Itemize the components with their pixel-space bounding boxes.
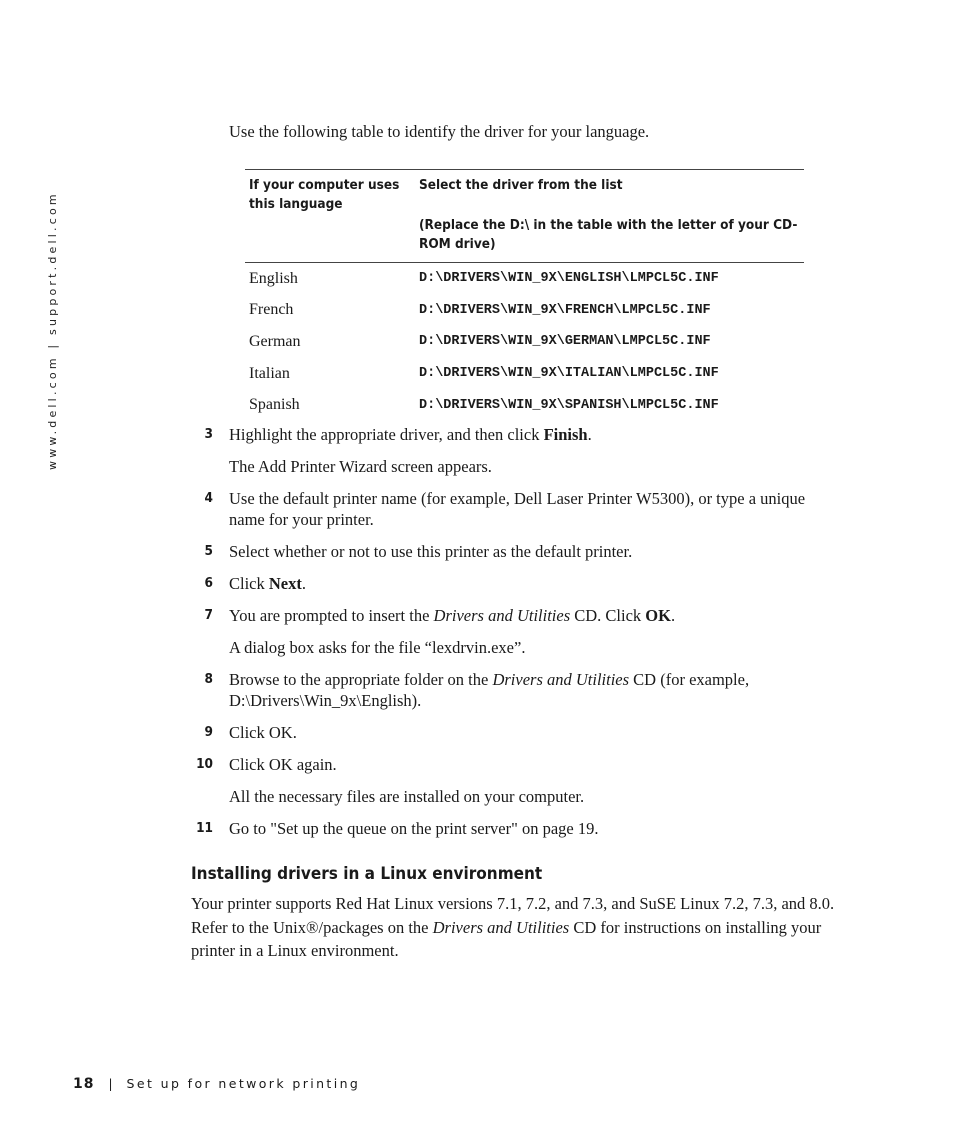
- table-row: [245, 295, 804, 327]
- header-language: If your computer uses this language: [245, 170, 415, 263]
- step-text: Click OK.: [229, 723, 297, 742]
- step-7: [191, 605, 831, 626]
- table-header-row: [245, 170, 804, 263]
- row-driver-path: D:\DRIVERS\WIN_9X\ENGLISH\LMPCL5C.INF: [419, 271, 719, 287]
- step-text: Click Next.: [229, 574, 306, 593]
- row-driver-path: D:\DRIVERS\WIN_9X\GERMAN\LMPCL5C.INF: [419, 334, 711, 350]
- next-label: Next: [268, 574, 302, 593]
- step-3: [191, 424, 831, 445]
- cd-name: Drivers and Utilities: [433, 606, 571, 625]
- step-number: 5: [204, 543, 213, 559]
- section-body: Your printer supports Red Hat Linux versions 7.1, 7.2, and 7.3, and SuSE Linux 7.2, 7.3, and 8.0. Refer to the Unix®/packages on the Drivers and Utilities CD for instructions on installing your printer in a Linux environment.: [191, 894, 835, 960]
- page-footer: [73, 1076, 360, 1092]
- intro-text: Use the following table to identify the driver for your language.: [229, 122, 650, 141]
- table-row: [245, 263, 804, 295]
- finish-label: Finish: [543, 425, 588, 444]
- step-text: Use the default printer name (for example, Dell Laser Printer W5300), or type a unique name for your printer.: [229, 489, 806, 529]
- step-number: 3: [204, 426, 213, 442]
- row-language: English: [249, 269, 298, 287]
- page-number: 18: [73, 1076, 95, 1092]
- step-number: 4: [204, 490, 213, 506]
- row-language: Spanish: [249, 396, 300, 414]
- step-text: Select whether or not to use this printer as the default printer.: [229, 542, 633, 561]
- step-text: Click OK again.: [229, 755, 337, 774]
- step-number: 10: [196, 756, 213, 772]
- step-number: 11: [196, 820, 213, 836]
- step-text: You are prompted to insert the Drivers and Utilities CD. Click OK.: [229, 606, 676, 625]
- cd-name: Drivers and Utilities: [492, 670, 630, 689]
- step-5: [191, 541, 831, 562]
- step-7-result: A dialog box asks for the file “lexdrvin.exe”.: [229, 638, 526, 657]
- step-number: 8: [204, 671, 213, 687]
- step-text: Browse to the appropriate folder on the Drivers and Utilities CD (for example, D:\Drivers\Win_9x\English).: [229, 670, 750, 710]
- step-text: Go to "Set up the queue on the print server" on page 19.: [229, 819, 599, 838]
- table-row: [245, 358, 804, 390]
- table-row: [245, 389, 804, 421]
- row-language: French: [249, 301, 294, 319]
- table-row: [245, 326, 804, 358]
- section-heading: Installing drivers in a Linux environment: [191, 864, 543, 884]
- header-driver: [415, 170, 804, 263]
- step-list: [191, 424, 831, 850]
- driver-table: [245, 169, 804, 421]
- step-10: [191, 754, 831, 775]
- row-driver-path: D:\DRIVERS\WIN_9X\FRENCH\LMPCL5C.INF: [419, 302, 711, 318]
- step-number: 9: [204, 724, 213, 740]
- step-6: [191, 573, 831, 594]
- step-8: [191, 669, 831, 711]
- step-number: 7: [204, 607, 213, 623]
- header-driver-note: (Replace the D:\ in the table with the letter of your CD-ROM drive): [419, 217, 798, 252]
- ok-label: OK: [645, 606, 671, 625]
- header-driver-title: Select the driver from the list: [419, 177, 623, 193]
- cd-name: Drivers and Utilities: [432, 917, 570, 937]
- step-text: Highlight the appropriate driver, and then click Finish.: [229, 425, 592, 444]
- step-4: [191, 488, 831, 530]
- step-10-result: All the necessary files are installed on your computer.: [229, 787, 585, 806]
- row-language: German: [249, 332, 301, 350]
- step-3-result: The Add Printer Wizard screen appears.: [229, 457, 492, 476]
- step-number: 6: [204, 575, 213, 591]
- step-9: [191, 722, 831, 743]
- chapter-title: Set up for network printing: [126, 1076, 361, 1091]
- side-url: www.dell.com | support.dell.com: [46, 191, 59, 470]
- row-driver-path: D:\DRIVERS\WIN_9X\ITALIAN\LMPCL5C.INF: [419, 366, 719, 382]
- row-language: Italian: [249, 364, 290, 382]
- footer-separator: |: [108, 1077, 113, 1091]
- row-driver-path: D:\DRIVERS\WIN_9X\SPANISH\LMPCL5C.INF: [419, 397, 719, 413]
- step-11: [191, 818, 831, 839]
